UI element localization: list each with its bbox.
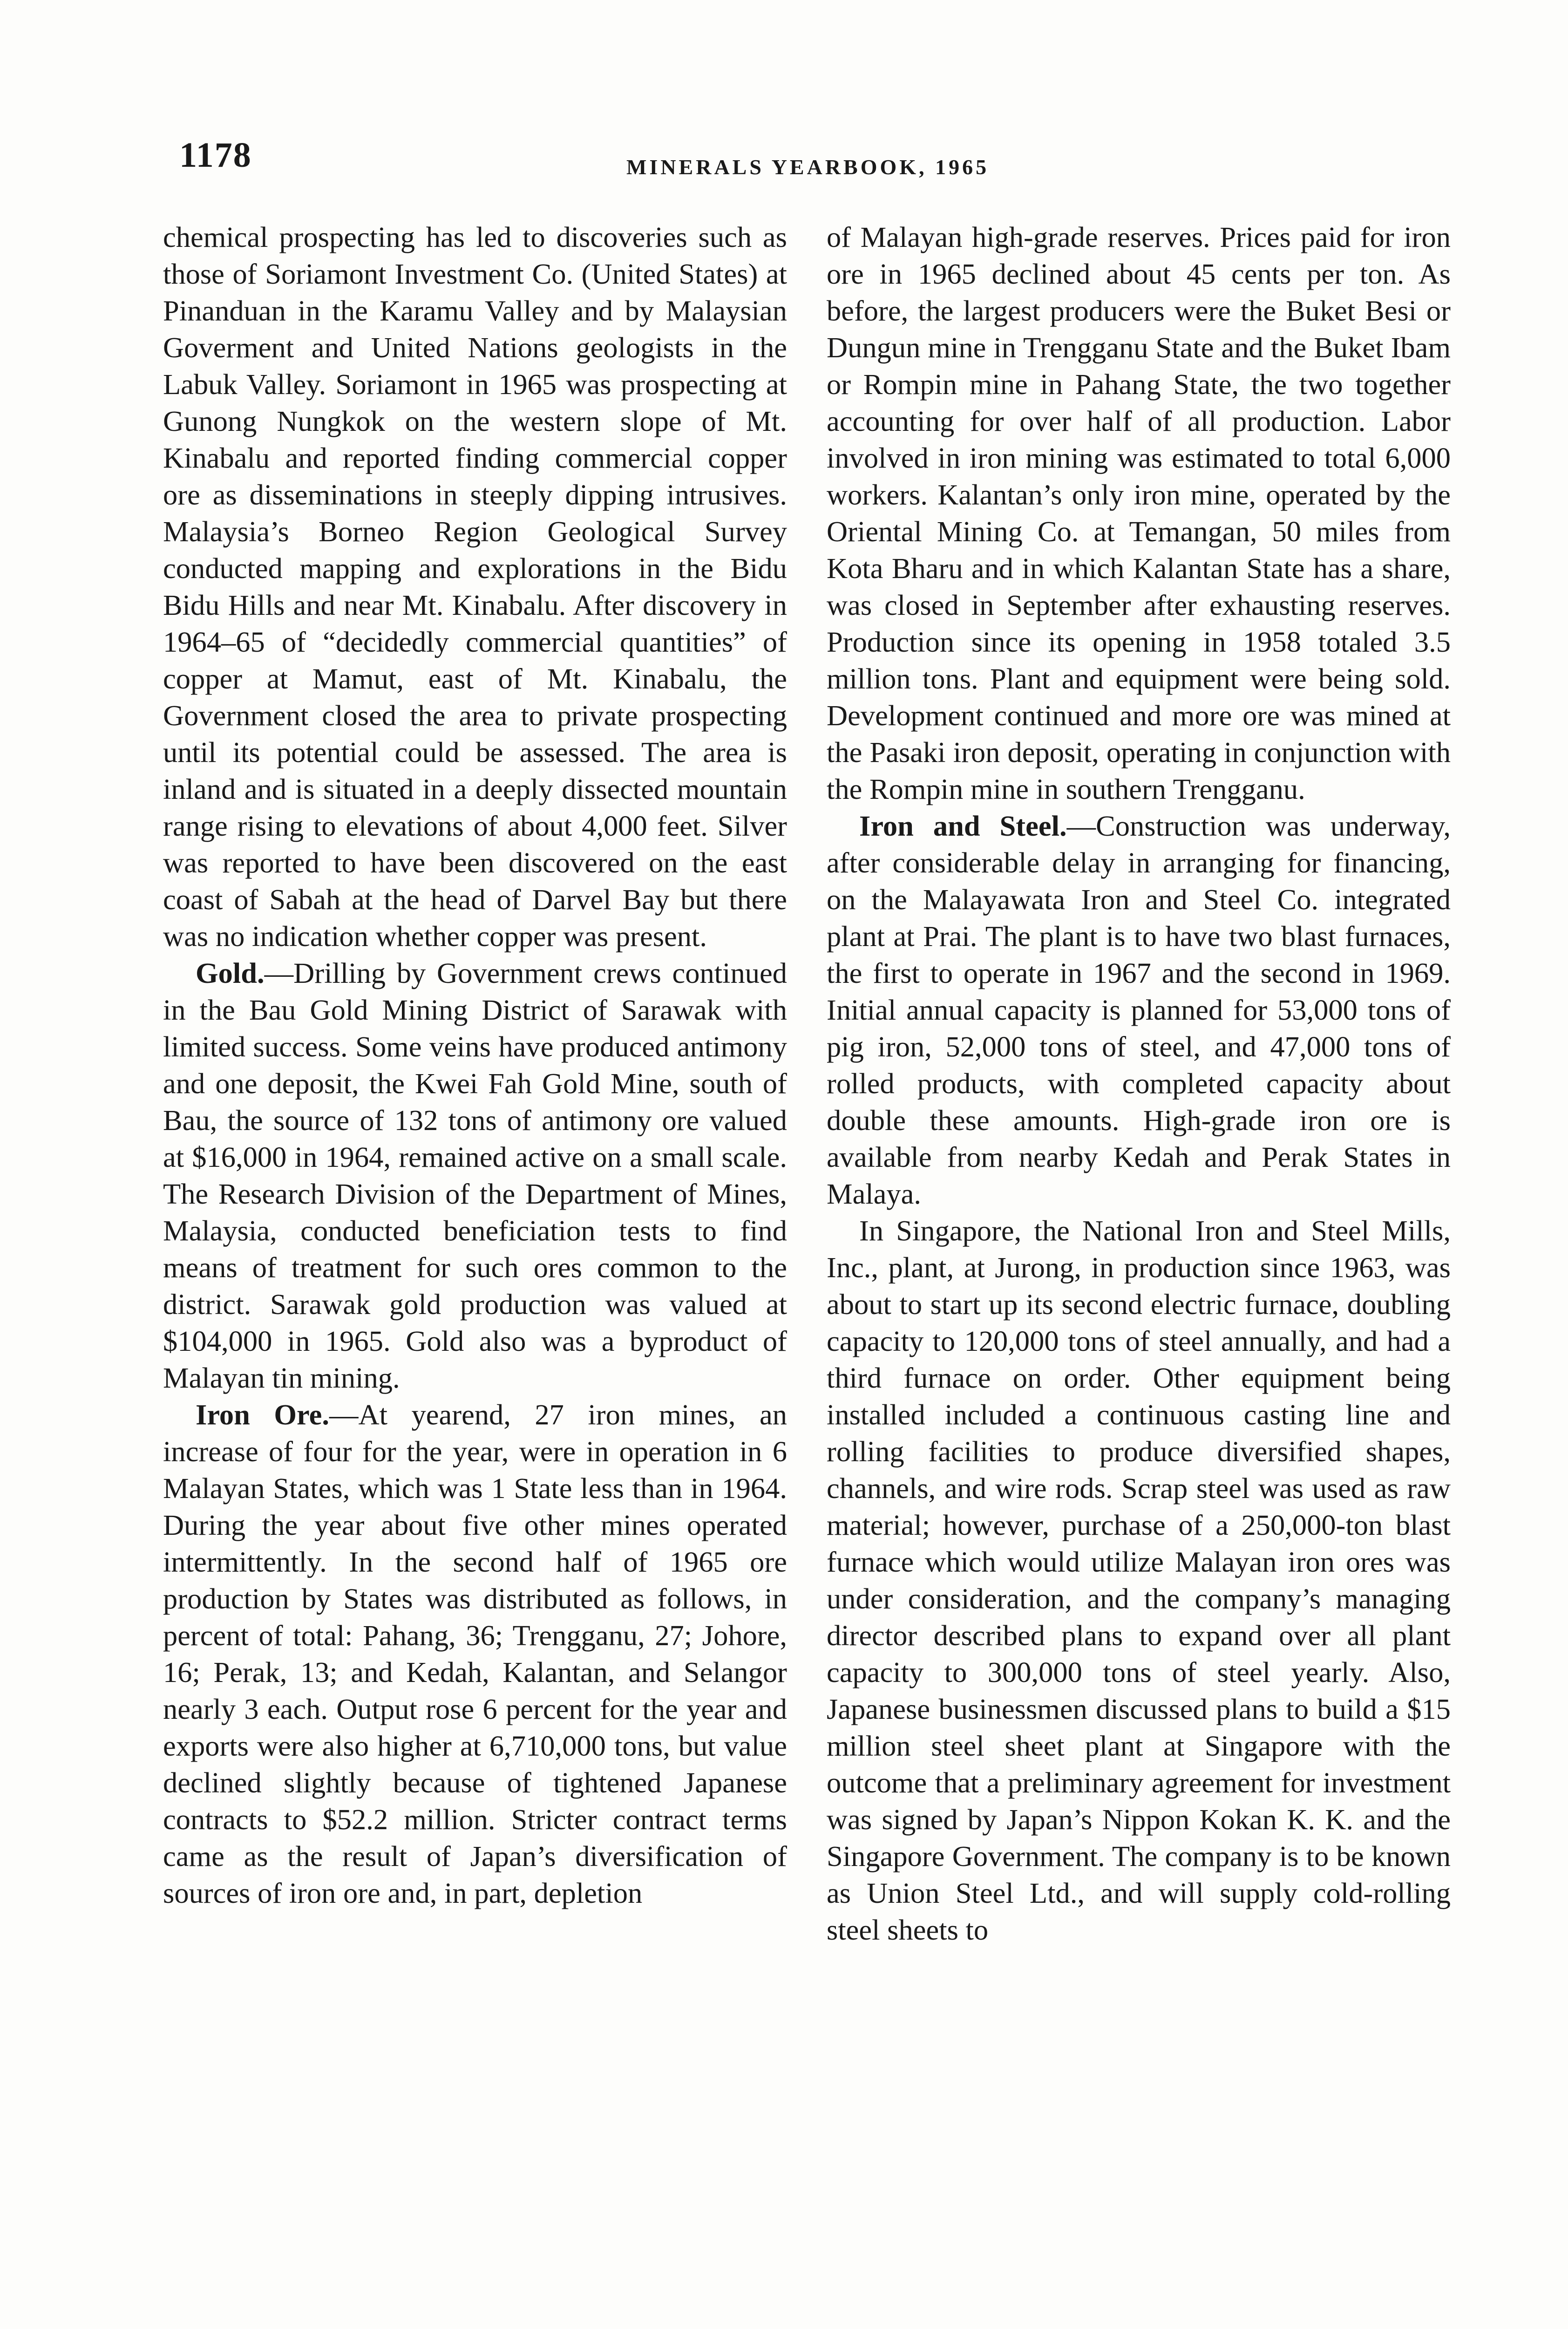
page-header bbox=[179, 135, 1418, 186]
iron-steel-paragraph bbox=[827, 808, 1451, 1212]
iron-ore-continuation-paragraph: of Malayan high-grade reserves. Prices paid for iron ore in 1965 declined about 45 cents per ton. As before, the largest producers were the Buket Besi or Dungun mine in Trengganu State and the Buket Ibam or Rompin mine in Pahang State, the two together accounting for over half of all production. Labor involved in iron mining was estimated to total 6,000 workers. Kalantan’s only iron mine, operated by the Oriental Mining Co. at Temangan, 50 miles from Kota Bharu and in which Kalantan State has a share, was closed in September after exhausting reserves. Production since its opening in 1958 totaled 3.5 million tons. Plant and equipment were being sold. Development continued and more ore was mined at the Pasaki iron deposit, operating in conjunction with the Rompin mine in southern Trengganu. bbox=[827, 221, 1451, 805]
gold-text: —Drilling by Government crews continued in the Bau Gold Mining District of Sarawak with limited success. Some veins have produced antimony and one deposit, the Kwei Fah Gold Mine, south of Bau, the source of 132 tons of antimony ore valued at $16,000 in 1964, remained active on a small scale. The Research Division of the Department of Mines, Malaysia, conducted beneficiation tests to find means of treatment for such ores common to the district. Sarawak gold production was valued at $104,000 in 1965. Gold also was a byproduct of Malayan tin mining. bbox=[163, 957, 787, 1394]
gold-heading: Gold. bbox=[196, 957, 265, 989]
left-column bbox=[163, 219, 787, 1912]
singapore-paragraph: In Singapore, the National Iron and Steel Mills, Inc., plant, at Jurong, in production since 1963, was about to start up its second electric furnace, doubling capacity to 120,000 tons of steel annually, and had a third furnace on order. Other equipment being installed included a continuous casting line and rolling facilities to produce diversified shapes, channels, and wire rods. Scrap steel was used as raw material; however, purchase of a 250,000-ton blast furnace which would utilize Malayan iron ores was under consideration, and the company’s managing director described plans to expand over all plant capacity to 300,000 tons of steel yearly. Also, Japanese businessmen discussed plans to build a $15 million steel sheet plant at Singapore with the outcome that a preliminary agreement for investment was signed by Japan’s Nippon Kokan K. K. and the Singapore Government. The company is to be known as Union Steel Ltd., and will supply cold-rolling steel sheets to bbox=[827, 1214, 1451, 1946]
iron-ore-paragraph bbox=[163, 1396, 787, 1912]
right-column bbox=[827, 219, 1451, 1948]
gold-paragraph bbox=[163, 955, 787, 1396]
iron-steel-text: —Construction was underway, after considerable delay in arranging for financing, on the Malayawata Iron and Steel Co. integrated plant at Prai. The plant is to have two blast furnaces, the first to operate in 1967 and the second in 1969. Initial annual capacity is planned for 53,000 tons of pig iron, 52,000 tons of steel, and 47,000 tons of rolled products, with completed capacity about double these amounts. High-grade iron ore is available from nearby Kedah and Perak States in Malaya. bbox=[827, 810, 1451, 1210]
iron-ore-heading: Iron Ore. bbox=[196, 1398, 330, 1431]
iron-steel-heading: Iron and Steel. bbox=[859, 810, 1067, 842]
iron-ore-text: —At yearend, 27 iron mines, an increase of four for the year, were in operation in 6 Malayan States, which was 1 State less than in 1964. During the year about five other mines operated intermittently. In the second half of 1965 ore production by States was distributed as follows, in percent of total: Pahang, 36; Trengganu, 27; Johore, 16; Perak, 13; and Kedah, Kalantan, and Selangor nearly 3 each. Output rose 6 percent for the year and exports were also higher at 6,710,000 tons, but value declined slightly because of tightened Japanese contracts to $52.2 million. Stricter contract terms came as the result of Japan’s diversification of sources of iron ore and, in part, depletion bbox=[163, 1398, 787, 1909]
page-number: 1178 bbox=[179, 136, 252, 175]
running-title: MINERALS YEARBOOK, 1965 bbox=[626, 155, 990, 179]
copper-continuation-paragraph: chemical prospecting has led to discoveries such as those of Soriamont Investment Co. (United States) at Pinanduan in the Karamu Valley and by Malaysian Goverment and United Nations geologists in the Labuk Valley. Soriamont in 1965 was prospecting at Gunong Nungkok on the western slope of Mt. Kinabalu and reported finding commercial copper ore as disseminations in steeply dipping intrusives. Malaysia’s Borneo Region Geological Survey conducted mapping and explorations in the Bidu Bidu Hills and near Mt. Kinabalu. After discovery in 1964–65 of “decidedly commercial quantities” of copper at Mamut, east of Mt. Kinabalu, the Government closed the area to private prospecting until its potential could be assessed. The area is inland and is situated in a deeply dissected mountain range rising to elevations of about 4,000 feet. Silver was reported to have been discovered on the east coast of Sabah at the head of Darvel Bay but there was no indication whether copper was present. bbox=[163, 221, 787, 953]
